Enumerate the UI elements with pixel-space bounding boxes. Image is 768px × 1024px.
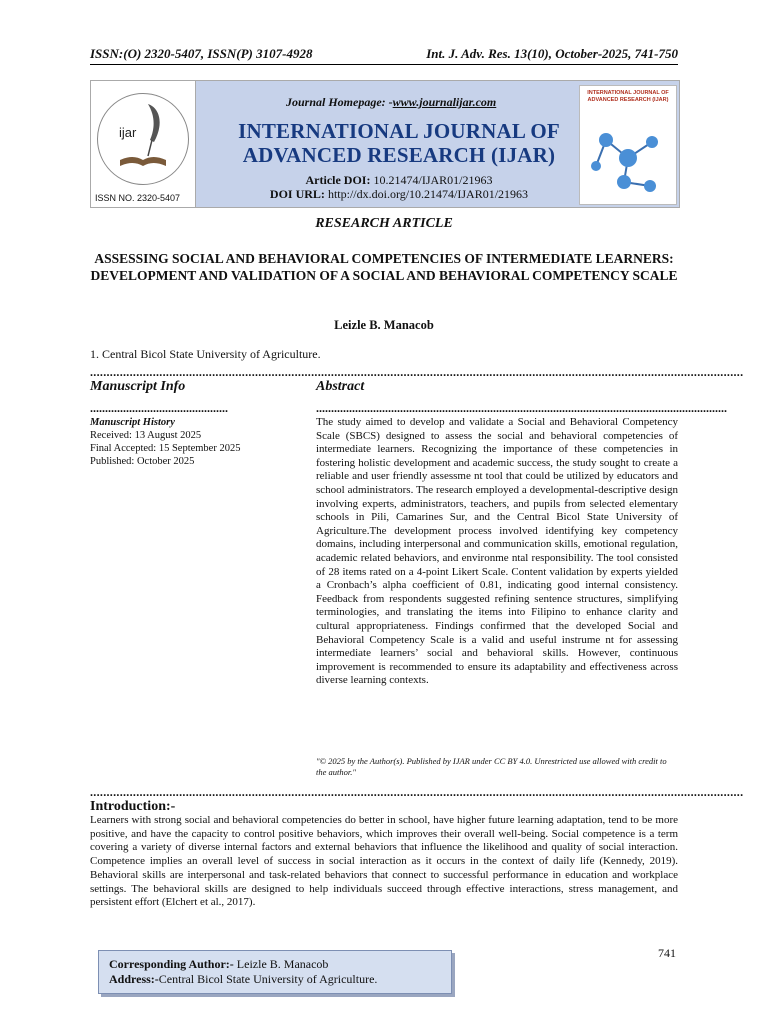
- citation-header: Int. J. Adv. Res. 13(10), October-2025, 741-750: [426, 46, 678, 61]
- article-type: RESEARCH ARTICLE: [315, 216, 453, 231]
- molecule-icon: [586, 120, 670, 200]
- article-doi: 10.21474/IJAR01/21963: [373, 173, 493, 187]
- manuscript-info-heading: Manuscript Info: [90, 379, 186, 394]
- journal-title: [219, 119, 579, 167]
- license-note: "© 2025 by the Author(s). Published by IJAR under CC BY 4.0. Unrestricted use allowed with credit to the author.": [316, 756, 667, 777]
- logo-panel: [91, 81, 196, 207]
- received-date: Received: 13 August 2025: [90, 430, 202, 441]
- homepage-label: Journal Homepage: -: [286, 95, 393, 109]
- cover-heading: INTERNATIONAL JOURNAL OF ADVANCED RESEARCH (IJAR): [587, 90, 669, 103]
- corresponding-author-line: [109, 957, 328, 972]
- address-label: Address:-: [109, 972, 159, 986]
- dotted-divider: ..............................................: [90, 401, 228, 415]
- article-doi-label: Article DOI:: [305, 173, 371, 187]
- quill-book-icon: [98, 94, 188, 184]
- paper-title: ASSESSING SOCIAL AND BEHAVIORAL COMPETENCIES OF INTERMEDIATE LEARNERS: DEVELOPMENT AND VALIDATION OF A SOCIAL AND BEHAVIORAL COMPETENCY SCALE: [90, 251, 678, 283]
- address-text: Central Bicol State University of Agriculture.: [158, 972, 378, 986]
- page-number: 741: [658, 946, 676, 960]
- manuscript-history: [90, 416, 290, 468]
- journal-banner: [90, 80, 680, 208]
- dotted-divider: ......................................................................................................................................................................................................: [90, 785, 744, 799]
- introduction-heading: Introduction:-: [90, 799, 176, 814]
- corresponding-author-label: Corresponding Author:-: [109, 957, 234, 971]
- published-date: Published: October 2025: [90, 456, 195, 467]
- address-line: [109, 972, 377, 987]
- dotted-divider: ......................................................................................................................................................................................................: [90, 365, 744, 379]
- homepage-link[interactable]: www.journalijar.com: [392, 95, 497, 109]
- doi-block: [219, 173, 579, 201]
- corresponding-author-box: [98, 950, 452, 994]
- doi-url-link[interactable]: http://dx.doi.org/10.21474/IJAR01/21963: [327, 187, 529, 201]
- logo-issn: ISSN NO. 2320-5407: [95, 193, 181, 203]
- introduction-text: Learners with strong social and behavioral competencies do better in school, have higher future learning adaptation, tend to be more positive, and have the capacity to control positive behaviors, which improves their overall well-being. Social competence is a term covering a variety of diverse internal factors and external behaviors that influence the likelihood and quality of social interaction. Competence implies an overall level of success in social interaction as it occurs in the context of daily life (Kennedy, 2019). Behavioral skills are interpersonal and task-related behaviors that connect to successful performance in education and workplace settings. The behavioral skills are designed to help individuals succeed through effective interactions, stress management, and persistent effort (Elchert et al., 2017).: [90, 814, 678, 909]
- journal-homepage: [286, 95, 496, 110]
- logo-text: ijar: [119, 125, 137, 140]
- issn-header: ISSN:(O) 2320-5407, ISSN(P) 3107-4928: [90, 46, 313, 61]
- corresponding-author-name: Leizle B. Manacob: [233, 957, 329, 971]
- doi-url-label: DOI URL:: [269, 187, 325, 201]
- journal-title-line2: ADVANCED RESEARCH (IJAR): [242, 143, 556, 167]
- abstract-text: The study aimed to develop and validate a Social and Behavioral Competency Scale (SBCS) designed to assess the social and behavioral competencies of intermediate learners. Recognizing the importance of these competencies in fostering holistic development and academic success, the study sought to create a reliable and user friendly assessme nt tool that could be utilized by educators and school administrators. The research employed a developmental-descriptive design involving experts, administrators, teachers, and pupils from selected elementary schools in Pili, Camarines Sur, and the Central Bicol State University of Agriculture.The development process involved identifying key competency domains, including interpersonal and communication skills, emotional regulation, academic related behaviors, and environme ntal responsibility. The tool consisted of 28 items rated on a 4-point Likert Scale. Content validation by experts yielded a Cronbach’s alpha coefficient of 0.81, indicating good internal consistency. Feedback from respondents suggested refining sentence structures, simplifying terminologies, and translating the items into Filipino to enhance clarity and cultural appropriateness. Findings confirmed that the developed Social and Behavioral Competency Scale is a valid and useful instrume nt for assessing intermediate learners’ social and behavioral skills. However, continuous improvement is recommended to ensure its adaptability and effectiveness across diverse learning contexts.: [316, 416, 678, 687]
- journal-title-line1: INTERNATIONAL JOURNAL OF: [238, 119, 560, 143]
- history-label: Manuscript History: [90, 417, 175, 428]
- dotted-divider: .........................................................................................................................................: [316, 401, 727, 415]
- header-rule: [90, 64, 678, 65]
- abstract-heading: Abstract: [316, 379, 365, 394]
- author-affiliation: 1. Central Bicol State University of Agriculture.: [90, 347, 321, 361]
- ijar-logo: [97, 93, 189, 185]
- accepted-date: Final Accepted: 15 September 2025: [90, 443, 241, 454]
- author-name: Leizle B. Manacob: [334, 318, 434, 332]
- journal-cover: [579, 85, 677, 205]
